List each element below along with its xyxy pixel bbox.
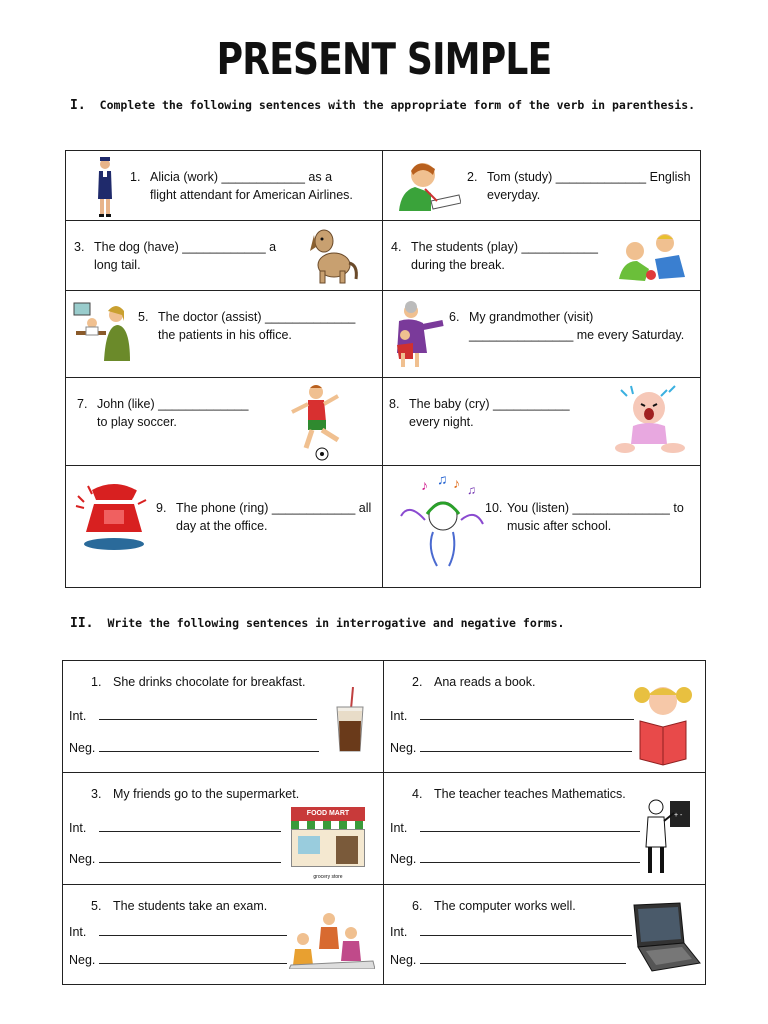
int-label: Int. [69, 821, 87, 835]
section-2-instruction: Write the following sentences in interrogative and negative forms. [107, 616, 565, 630]
exercise-number: 4. [412, 787, 423, 801]
exercise-text: Alicia (work) ____________ as a [150, 170, 333, 184]
exercise-number: 4. [391, 240, 402, 254]
neg-answer-line[interactable] [99, 951, 287, 964]
neg-label: Neg. [69, 852, 96, 866]
soccer-player-icon [286, 382, 344, 462]
exercise-number: 1. [91, 675, 102, 689]
exercise-6-cell [383, 291, 701, 378]
neg-label: Neg. [390, 953, 417, 967]
exercise-number: 2. [412, 675, 423, 689]
exercise-ii-2-cell [384, 661, 706, 773]
exercise-text: Tom (study) _____________ English [487, 170, 691, 184]
exercise-10-cell [383, 466, 701, 588]
int-answer-line[interactable] [99, 923, 287, 936]
exercise-ii-1-cell [63, 661, 384, 773]
exercise-text: John (like) _____________ [97, 397, 249, 411]
exercise-number: 3. [74, 240, 85, 254]
exercise-text-cont: flight attendant for American Airlines. [150, 188, 353, 202]
exercise-number: 6. [449, 310, 460, 324]
section-2-heading [70, 616, 564, 631]
exercise-text: The dog (have) ____________ a [94, 240, 277, 254]
exercise-sentence: Ana reads a book. [434, 675, 536, 689]
chocolate-drink-icon [333, 687, 367, 755]
food-mart-icon [291, 807, 365, 880]
exercise-text: The students (play) ___________ [411, 240, 598, 254]
exercise-number: 6. [412, 899, 423, 913]
laptop-icon [628, 901, 702, 975]
boy-studying-icon [397, 157, 461, 211]
teacher-icon [640, 797, 692, 877]
students-exam-icon [289, 909, 375, 969]
exercise-5-cell [66, 291, 383, 378]
exercise-text-cont: music after school. [507, 519, 612, 533]
exercise-text: The phone (ring) ____________ all [176, 501, 372, 515]
neg-label: Neg. [390, 741, 417, 755]
neg-label: Neg. [69, 953, 96, 967]
exercise-text-cont: day at the office. [176, 519, 268, 533]
section-2-number: II. [70, 616, 94, 631]
section-2-table [62, 660, 706, 985]
exercise-9-cell [66, 466, 383, 588]
exercise-number: 5. [138, 310, 149, 324]
exercise-text-cont: every night. [409, 415, 474, 429]
svg-text:♫: ♫ [467, 483, 476, 497]
flight-attendant-icon [94, 155, 116, 219]
section-1-table [65, 150, 701, 588]
exercise-text-cont: _______________ me every Saturday. [469, 328, 685, 342]
int-label: Int. [390, 709, 408, 723]
exercise-text-cont: everyday. [487, 188, 541, 202]
exercise-ii-3-cell [63, 773, 384, 885]
neg-label: Neg. [390, 852, 417, 866]
exercise-7-cell [66, 378, 383, 466]
int-label: Int. [69, 709, 87, 723]
dog-icon [304, 227, 360, 285]
neg-answer-line[interactable] [420, 951, 626, 964]
int-answer-line[interactable] [99, 707, 317, 720]
int-label: Int. [390, 925, 408, 939]
exercise-ii-5-cell [63, 885, 384, 985]
girl-reading-icon [630, 681, 696, 767]
neg-label: Neg. [69, 741, 96, 755]
int-label: Int. [390, 821, 408, 835]
int-answer-line[interactable] [420, 819, 640, 832]
kids-playing-icon [615, 229, 689, 283]
exercise-text-cont: the patients in his office. [158, 328, 292, 342]
page-title: PRESENT SIMPLE [216, 34, 552, 85]
exercise-2-cell [383, 151, 701, 221]
exercise-sentence: My friends go to the supermarket. [113, 787, 300, 801]
exercise-number: 2. [467, 170, 478, 184]
section-1-instruction: Complete the following sentences with the appropriate form of the verb in parenthesis. [99, 98, 696, 112]
exercise-text: The doctor (assist) _____________ [158, 310, 356, 324]
crying-baby-icon [609, 382, 689, 458]
exercise-number: 5. [91, 899, 102, 913]
section-1-heading [70, 98, 695, 113]
exercise-sentence: The teacher teaches Mathematics. [434, 787, 626, 801]
food-mart-sign: FOOD MART [291, 807, 365, 821]
exercise-text: My grandmother (visit) [469, 310, 594, 324]
exercise-4-cell [383, 221, 701, 291]
exercise-text-cont: during the break. [411, 258, 505, 272]
exercise-1-cell [66, 151, 383, 221]
section-1-number: I. [70, 98, 86, 113]
exercise-number: 1. [130, 170, 141, 184]
svg-text:♪: ♪ [453, 475, 460, 491]
neg-answer-line[interactable] [420, 850, 640, 863]
neg-answer-line[interactable] [99, 739, 319, 752]
exercise-number: 10. [485, 501, 503, 515]
int-answer-line[interactable] [420, 923, 632, 936]
neg-answer-line[interactable] [420, 739, 632, 752]
exercise-sentence: The computer works well. [434, 899, 576, 913]
exercise-text-cont: to play soccer. [97, 415, 177, 429]
exercise-number: 9. [156, 501, 167, 515]
svg-text:♪: ♪ [421, 477, 428, 493]
exercise-3-cell [66, 221, 383, 291]
exercise-sentence: The students take an exam. [113, 899, 268, 913]
exercise-text-cont: long tail. [94, 258, 141, 272]
music-listener-icon [397, 472, 485, 570]
int-answer-line[interactable] [420, 707, 634, 720]
exercise-sentence: She drinks chocolate for breakfast. [113, 675, 306, 689]
exercise-number: 7. [77, 397, 88, 411]
exercise-ii-6-cell [384, 885, 706, 985]
exercise-ii-4-cell [384, 773, 706, 885]
exercise-text: You (listen) ______________ to [507, 501, 684, 515]
svg-text:♫: ♫ [437, 472, 448, 487]
exercise-8-cell [383, 378, 701, 466]
svg-text:+ -: + - [674, 812, 683, 819]
exercise-text: The baby (cry) ___________ [409, 397, 570, 411]
doctor-office-icon [72, 297, 132, 363]
int-answer-line[interactable] [99, 819, 281, 832]
exercise-number: 3. [91, 787, 102, 801]
neg-answer-line[interactable] [99, 850, 281, 863]
grocery-store-caption: grocery store [313, 874, 343, 880]
int-label: Int. [69, 925, 87, 939]
exercise-number: 8. [389, 397, 400, 411]
grandmother-icon [393, 301, 449, 371]
telephone-icon [74, 476, 154, 552]
